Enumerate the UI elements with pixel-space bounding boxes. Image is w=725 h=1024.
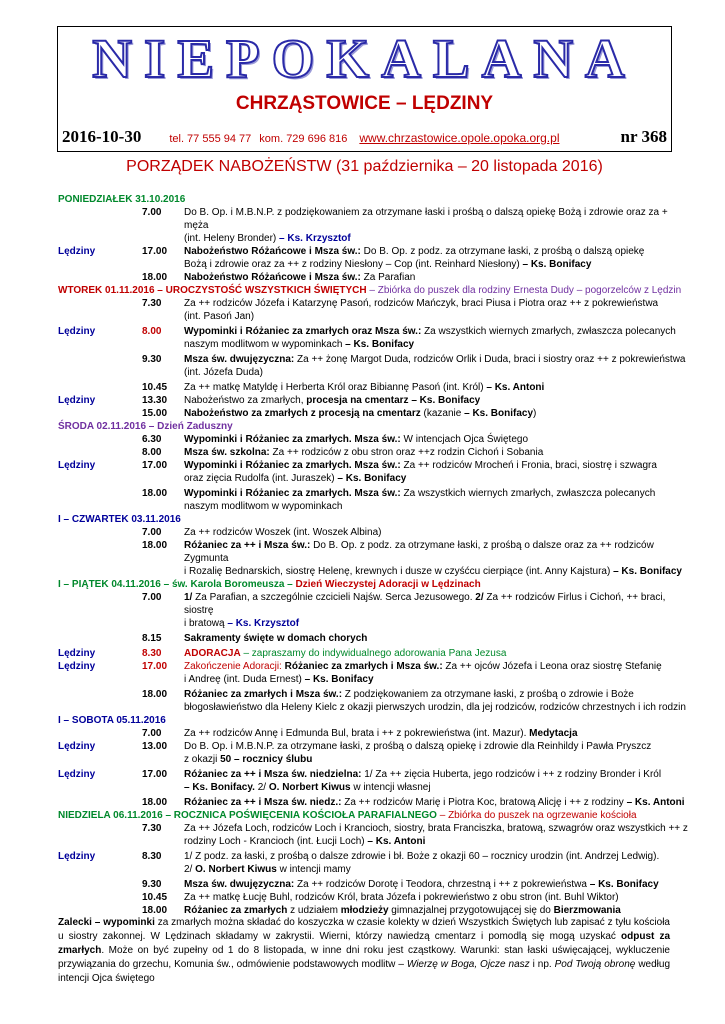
location-label: Lędziny	[58, 741, 96, 752]
schedule-row: rodziny Loch - Krancioch (int. Łucji Loch) – Ks. Antoni	[184, 836, 426, 847]
location-label: Lędziny	[58, 395, 96, 406]
day-heading-wednesday: ŚRODA 02.11.2016 – Dzień Zaduszny	[58, 421, 233, 432]
schedule-row: Lędziny 17.00 Nabożeństwo Różańcowe i Msza św.: Do B. Op. z podz. za otrzymane łaski, z prośbą o dalszą opiekę	[58, 246, 645, 257]
schedule-row: z okazji 50 – rocznicy ślubu	[184, 754, 313, 765]
location-label: Lędziny	[58, 851, 96, 862]
schedule-row: Lędziny 17.00 Wypominki i Różaniec za zmarłych. Msza św.: Za ++ rodziców Mrocheń i Fronia, braci, siostrę i szwagra	[58, 460, 657, 471]
day-heading-tuesday: WTOREK 01.11.2016 – UROCZYSTOŚĆ WSZYSTKICH ŚWIĘTYCH – Zbiórka do puszek dla rodziny Ernesta Dudy – pogorzelców z Lędzin	[58, 285, 682, 296]
schedule-row: 7.30 Za ++ Józefa Loch, rodziców Loch i Krancioch, siostry, brata Franciszka, bratową, szwagrów oraz wszystkich ++ z	[142, 823, 688, 834]
schedule-row: naszym modlitwom w wypominkach	[184, 501, 343, 512]
schedule-row: i bratową – Ks. Krzysztof	[184, 618, 300, 629]
schedule-row: 8.00 Msza św. szkolna: Za ++ rodziców z obu stron oraz ++z rodzin Cichoń i Sobania	[142, 447, 544, 458]
schedule-row: 7.00 Do B. Op. i M.B.N.P. z podziękowaniem za otrzymane łaski i prośbą o dalszą opiekę Bożą i zdrowie oraz za + męża	[142, 207, 668, 231]
schedule-row: naszym modlitwom w wypominkach – Ks. Bonifacy	[184, 339, 415, 350]
schedule-row: 7.00 1/ Za Parafian, a szczególnie czcicieli Najśw. Serca Jezusowego. 2/ Za ++ rodziców Firlus i Cichoń, ++ braci, siostrę	[142, 592, 666, 616]
service-schedule	[58, 193, 690, 917]
schedule-row: 7.00 Za ++ rodziców Annę i Edmunda Bul, brata i ++ z pokrewieństwa (int. Mazur). Medytacja	[142, 728, 578, 739]
schedule-row: Lędziny 17.00 Różaniec za ++ i Msza św. niedzielna: 1/ Za ++ zięcia Huberta, jego rodziców i ++ z rodziny Bronder i Król	[58, 769, 662, 780]
schedule-row: 18.00 Wypominki i Różaniec za zmarłych. Msza św.: Za wszystkich wiernych zmarłych, zwłaszcza polecanych	[142, 488, 656, 499]
schedule-row: 9.30 Msza św. dwujęzyczna: Za ++ rodziców Dorotę i Teodora, chrzestną i ++ z pokrewieństwa – Ks. Bonifacy	[142, 879, 659, 890]
day-heading-monday: PONIEDZIAŁEK 31.10.2016	[58, 194, 186, 205]
schedule-row: 18.00 Różaniec za ++ i Msza św. niedz.: Za ++ rodziców Marię i Piotra Koc, bratową Alicję i ++ z rodziny – Ks. Antoni	[142, 797, 685, 808]
schedule-row: 7.30 Za ++ rodziców Józefa i Katarzynę Pasoń, rodziców Mańczyk, braci Piusa i Piotra oraz ++ z pokrewieństwa	[142, 298, 659, 309]
day-heading-thursday: I – CZWARTEK 03.11.2016	[58, 514, 181, 525]
schedule-row: 18.00 Nabożeństwo Różańcowe i Msza św.: Za Parafian	[142, 272, 416, 283]
day-heading-saturday: I – SOBOTA 05.11.2016	[58, 715, 166, 726]
location-label: Lędziny	[58, 769, 96, 780]
info-line	[62, 127, 667, 147]
day-heading-friday: I – PIĄTEK 04.11.2016 – św. Karola Boromeusza – Dzień Wieczystej Adoracji w Lędzinach	[58, 579, 481, 590]
page-title: PORZĄDEK NABOŻEŃSTW (31 października – 20 listopada 2016)	[126, 158, 603, 175]
schedule-row: Lędziny 8.00 Wypominki i Różaniec za zmarłych oraz Msza św.: Za wszystkich wiernych zmarłych, zwłaszcza polecanych	[58, 326, 676, 337]
schedule-row: (int. Pasoń Jan)	[184, 311, 255, 322]
location-label: Lędziny	[58, 326, 96, 337]
schedule-row: i Rozalię Bednarskich, siostrę Helenę, krewnych i dusze w czyśćcu cierpiące (int. Anny Kajstura) – Ks. Bonifacy	[184, 566, 682, 577]
masthead-title: NIEPOKALANA	[92, 28, 637, 89]
schedule-row: 10.45 Za ++ matkę Matyldę i Herberta Król oraz Bibiannę Pasoń (int. Król) – Ks. Antoni	[142, 382, 545, 393]
issue-number: nr 368	[620, 127, 667, 146]
phone-number[interactable]: tel. 77 555 94 77	[169, 133, 252, 145]
issue-date: 2016-10-30	[62, 127, 142, 146]
schedule-row: Lędziny 8.30 ADORACJA – zapraszamy do indywidualnego adorowania Pana Jezusa	[58, 648, 507, 659]
location-label: Lędziny	[58, 460, 96, 471]
schedule-row: 7.00 Za ++ rodziców Woszek (int. Woszek Albina)	[142, 527, 382, 538]
schedule-row: 18.00 Różaniec za zmarłych z udziałem młodzieży gimnazjalnej przygotowującej się do Bierzmowania	[142, 905, 621, 916]
mobile-number[interactable]: kom. 729 696 816	[259, 133, 348, 145]
location-label: Lędziny	[58, 661, 96, 672]
website-link[interactable]: www.chrzastowice.opole.opoka.org.pl	[359, 131, 560, 145]
schedule-row: 18.00 Różaniec za zmarłych i Msza św.: Z podziękowaniem za otrzymane łaski, z prośbą o zdrowie i Boże	[142, 689, 634, 700]
parish-subtitle: CHRZĄSTOWICE – LĘDZINY	[235, 93, 494, 114]
schedule-row: 2/ O. Norbert Kiwus w intencji mamy	[184, 864, 351, 875]
schedule-row: (int. Heleny Bronder) – Ks. Krzysztof	[184, 233, 351, 244]
schedule-row: 8.15 Sakramenty święte w domach chorych	[142, 633, 368, 644]
schedule-row: i Andreę (int. Duda Ernest) – Ks. Bonifacy	[184, 674, 374, 685]
schedule-row: Lędziny 13.00 Do B. Op. i M.B.N.P. za otrzymane łaski, z prośbą o dalszą opiekę i zdrowie dla Reinhildy i Pawła Pryszcz	[58, 741, 652, 752]
announcement-note: Zalecki – wypominki za zmarłych można składać do koszyczka w czasie kolekty w dzień Wszystkich Świętych lub zapisać z tyłu kościoła u siostry zakonnej. W Lędzinach składamy w zakrystii. Wierni, którzy nawiedzą cmentarz i pomodlą się mogą uzyskać odpust za zmarłych. Może on być zupełny od 1 do 8 listopada, w inne dni roku jest cząstkowy. Warunki: stan łaski uświęcającej, wykluczenie przywiązania do grzechu, Komunia św., odmówienie podstawowych modlitw – Wierzę w Boga, Ojcze nasz i np. Pod Twoją obronę według intencji Ojca świętego	[58, 917, 671, 984]
location-label: Lędziny	[58, 246, 96, 257]
schedule-row: – Ks. Bonifacy. 2/ O. Norbert Kiwus w intencji własnej	[184, 782, 431, 793]
schedule-row: 10.45 Za ++ matkę Łucję Buhl, rodziców Król, brata Józefa i pokrewieństwo z obu stron (int. Buhl Wiktor)	[142, 892, 619, 903]
schedule-row: 9.30 Msza św. dwujęzyczna: Za ++ żonę Margot Duda, rodziców Orlik i Duda, braci i siostry oraz ++ z pokrewieństwa	[142, 354, 686, 365]
schedule-row: Bożą i zdrowie oraz za ++ z rodziny Niesłony – Cop (int. Reinhard Niesłony) – Ks. Bonifacy	[184, 259, 592, 270]
schedule-row: błogosławieństwo dla Heleny Kielc z okazji pierwszych urodzin, dla jej rodziców, rodziców chrzestnych i ich rodzin	[184, 702, 686, 713]
schedule-row: Lędziny 13.30 Nabożeństwo za zmarłych, procesja na cmentarz – Ks. Bonifacy	[58, 395, 481, 406]
schedule-row: 18.00 Różaniec za ++ i Msza św.: Do B. Op. z podz. za otrzymane łaski, z prośbą o dalsze oraz za ++ rodziców Zygmunta	[142, 540, 654, 564]
schedule-row: Lędziny 8.30 1/ Z podz. za łaski, z prośbą o dalsze zdrowie i bł. Boże z okazji 60 – rocznicy urodzin (int. Andrzej Ledwig).	[58, 851, 660, 862]
schedule-row: Lędziny 17.00 Zakończenie Adoracji: Różaniec za zmarłych i Msza św.: Za ++ ojców Józefa i Leona oraz siostrę Stefanię	[58, 661, 662, 672]
location-label: Lędziny	[58, 648, 96, 659]
schedule-row: 15.00 Nabożeństwo za zmarłych z procesją na cmentarz (kazanie – Ks. Bonifacy)	[142, 408, 537, 419]
schedule-row: oraz zięcia Rudolfa (int. Juraszek) – Ks. Bonifacy	[184, 473, 407, 484]
day-heading-sunday: NIEDZIELA 06.11.2016 – ROCZNICA POŚWIĘCENIA KOŚCIOŁA PARAFIALNEGO – Zbiórka do puszek na ogrzewanie kościoła	[58, 810, 637, 821]
schedule-row: (int. Józefa Duda)	[184, 367, 263, 378]
schedule-row: 6.30 Wypominki i Różaniec za zmarłych. Msza św.: W intencjach Ojca Świętego	[142, 434, 529, 445]
